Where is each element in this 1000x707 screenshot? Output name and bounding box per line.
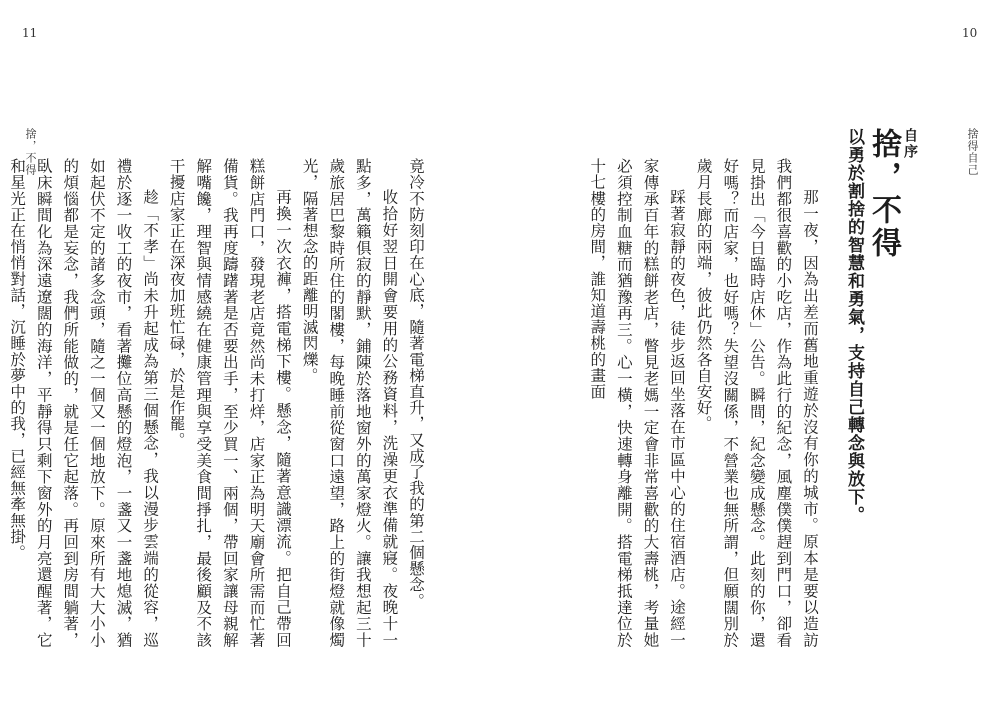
paragraph: 竟冷不防刻印在心底，隨著電梯直升，又成了我的第二個懸念。 [407,158,425,609]
body-text-right [588,158,823,648]
page-number-right: 10 [962,26,978,40]
running-head-right: 捨得自己 [966,128,979,176]
body-text-left [8,158,429,648]
section-label: 自序 [902,128,918,160]
paragraph: 再換一次衣褲，搭電梯下樓。懸念，隨著意識漂流。把自己帶回糕餅店門口，發現老店竟然尚未打烊，店家正為明天廟會所需而忙著備貨。我再度躊躇著是否要出手，至少買一、兩個，帶回家讓母親解解嘴饞，理智與情感繞在健康管理與享受美食間掙扎，最後顧及不該干擾店家正在深夜加班忙碌，於是作罷。 [167,158,293,648]
paragraph: 那一夜，因為出差而舊地重遊於沒有你的城市。原本是要以造訪我們都很喜歡的小吃店，作為此行的紀念，風塵僕僕趕到門口，卻看見掛出「今日臨時店休」公告。瞬間，紀念變成懸念。此刻的你，還好嗎？而店家，也好嗎？失望沒關係，不營業也無所謂，但願闊別於歲月長廊的兩端，彼此仍然各自安好。 [694,158,819,648]
running-head-left: 捨，不得 [24,128,37,176]
paragraph: 收拾好翌日開會要用的公務資料，洗澡更衣準備就寢。夜晚十一點多，萬籟俱寂的靜默，鋪陳於落地窗外的萬家燈火。讓我想起三十歲旅居巴黎時所住的閣樓，每晚睡前從窗口遠望，路上的街燈就像燭光，隔著想念的距離明滅閃爍。 [300,158,399,648]
page-number-left: 11 [22,26,38,40]
chapter-title: 捨，不得 [866,128,901,260]
paragraph: 趁「不孝」尚未升起成為第三個懸念，我以漫步雲端的從容，巡禮於逐一收工的夜市，看著攤位高懸的燈泡，一盞又一盞地熄滅，猶如起伏不定的諸多念頭，隨之一個又一個地放下。原來所有大大小小的煩惱都是妄念，我們所能做的，就是任它起落。再回到房間躺著，臥床瞬間化為深遠遼闊的海洋，平靜得只剩下窗外的月亮還醒著，它和星光正在悄悄對話，沉睡於夢中的我，已經無牽無掛。 [8,158,160,648]
chapter-subtitle: 以勇於割捨的智慧和勇氣，支持自己轉念與放下。 [844,128,864,524]
paragraph: 踩著寂靜的夜色，徒步返回坐落在市區中心的住宿酒店。途經一家傳承百年的糕餅老店，瞥見老媽一定會非常喜歡的大壽桃，考量她必須控制血糖而猶豫再三。心一橫，快速轉身離開。搭電梯抵達位於十七樓的房間，誰知道壽桃的畫面 [588,158,687,648]
